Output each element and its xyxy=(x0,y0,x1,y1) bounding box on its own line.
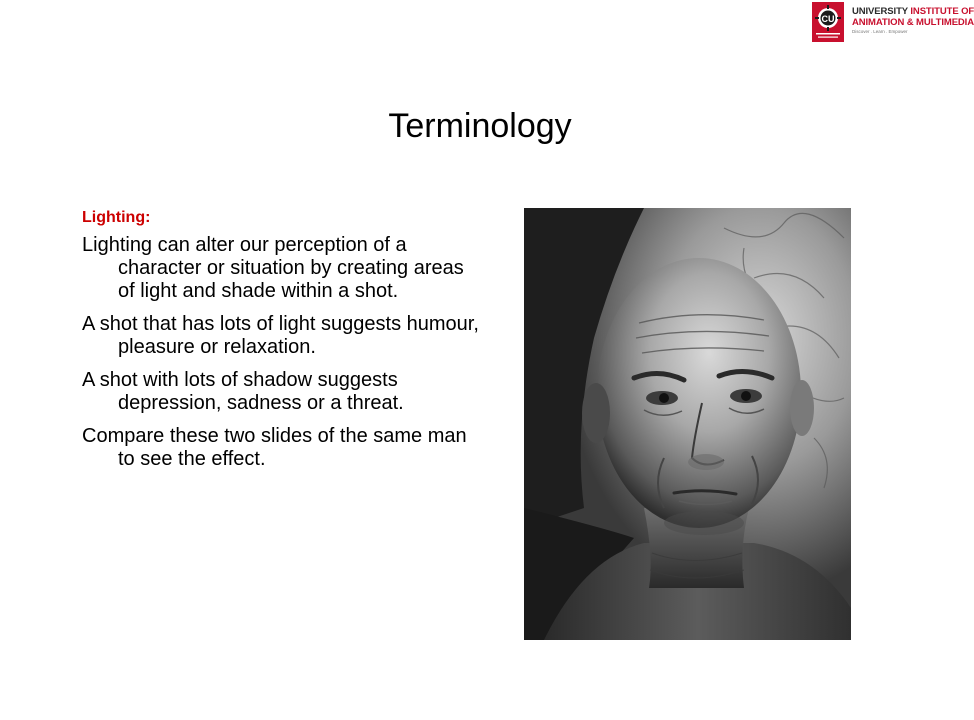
body-paragraph: Lighting can alter our perception of a character or situation by creating areas of light and shade within a shot. xyxy=(82,234,464,302)
portrait-photo xyxy=(524,208,851,640)
body-paragraph: Compare these two slides of the same man to see the effect. xyxy=(82,425,467,470)
slide-body xyxy=(82,208,482,481)
university-logo xyxy=(812,2,974,44)
body-paragraph: A shot that has lots of light suggests humour, pleasure or relaxation. xyxy=(82,313,479,358)
logo-institute-text: INSTITUTE OF xyxy=(910,6,974,17)
logo-university-text: UNIVERSITY xyxy=(852,6,908,17)
body-paragraph: A shot with lots of shadow suggests depression, sadness or a threat. xyxy=(82,369,404,414)
logo-animation-text: ANIMATION & MULTIMEDIA xyxy=(852,17,974,28)
section-label: Lighting: xyxy=(82,209,151,226)
logo-wordmark xyxy=(852,6,974,36)
svg-text:CU: CU xyxy=(821,14,835,24)
university-seal-icon xyxy=(812,2,844,42)
slide-title: Terminology xyxy=(388,107,572,145)
logo-tagline: Discover . Learn . Empower xyxy=(852,29,908,34)
